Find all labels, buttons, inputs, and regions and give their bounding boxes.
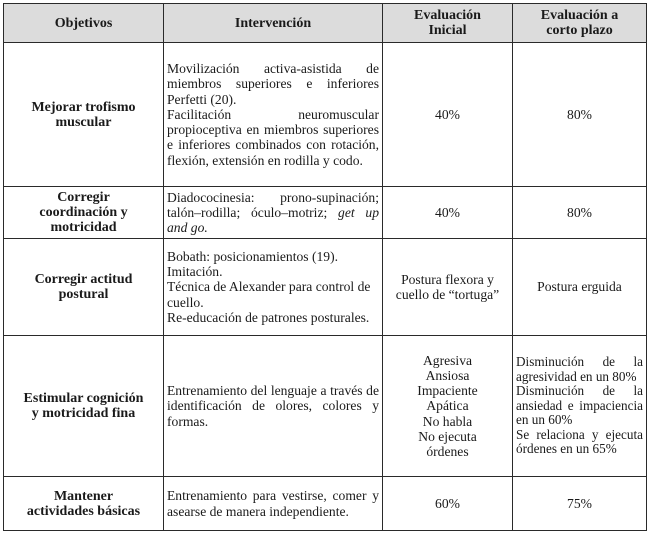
cell-evaluacion-inicial: Postura flexora y cuello de “tortuga” <box>383 239 513 336</box>
list-item: Apática <box>426 398 469 414</box>
cell-objetivo: Corregir actitud postural <box>4 239 164 336</box>
list-item: No ejecuta <box>418 428 477 444</box>
cell-evaluacion-corto-plazo: 80% <box>513 43 647 187</box>
table-row <box>4 477 647 531</box>
cell-intervencion: Diadococinesia: prono-supinación; talón–rodilla; óculo–motriz; get up and go. <box>164 187 383 239</box>
cell-objetivo: Mejorar trofismo muscular <box>4 43 164 187</box>
cell-intervencion: Bobath: posicionamientos (19). Imitación. Técnica de Alexander para control de cuello. Re-educación de patrones posturales. <box>164 239 383 336</box>
list-item: Impaciente <box>417 383 478 399</box>
header-objetivos: Objetivos <box>4 4 164 43</box>
list-item: órdenes <box>426 444 469 459</box>
header-evaluacion-inicial: Evaluación Inicial <box>383 4 513 43</box>
table-row <box>4 336 647 477</box>
cell-objetivo: Estimular cognición y motricidad fina <box>4 336 164 477</box>
cell-evaluacion-corto-plazo: Postura erguida <box>513 239 647 336</box>
evaluation-table <box>3 3 647 531</box>
cell-objetivo: Mantener actividades básicas <box>4 477 164 531</box>
cell-evaluacion-corto-plazo: 75% <box>513 477 647 531</box>
list-item: Ansiosa <box>425 367 470 383</box>
cell-evaluacion-inicial: 60% <box>383 477 513 531</box>
cell-evaluacion-inicial: 40% <box>383 187 513 239</box>
cell-evaluacion-inicial <box>383 336 513 477</box>
header-evaluacion-corto-plazo: Evaluación a corto plazo <box>513 4 647 43</box>
cell-evaluacion-inicial: 40% <box>383 43 513 187</box>
table-row <box>4 239 647 336</box>
cell-intervencion: Entrenamiento para vestirse, comer y asearse de manera independiente. <box>164 477 383 531</box>
cell-evaluacion-corto-plazo: Disminución de la agresividad en un 80% Disminución de la ansiedad e impaciencia en un 60% Se relaciona y ejecuta órdenes en un 65% <box>513 336 647 477</box>
cell-evaluacion-corto-plazo: 80% <box>513 187 647 239</box>
list-item: No habla <box>422 413 473 429</box>
cell-intervencion: Movilización activa-asistida de miembros superiores e inferiores Perfetti (20). Facilitación neuromuscular propioceptiva en miembros superiores e inferiores combinados con rotación, flexión, extensión en rodilla y codo. <box>164 43 383 187</box>
list-item: Agresiva <box>422 352 473 368</box>
header-intervencion: Intervención <box>164 4 383 43</box>
cell-intervencion: Entrenamiento del lenguaje a través de identificación de olores, colores y formas. <box>164 336 383 477</box>
table-row <box>4 187 647 239</box>
table-row <box>4 43 647 187</box>
header-row <box>4 4 647 43</box>
cell-objetivo: Corregir coordinación y motricidad <box>4 187 164 239</box>
